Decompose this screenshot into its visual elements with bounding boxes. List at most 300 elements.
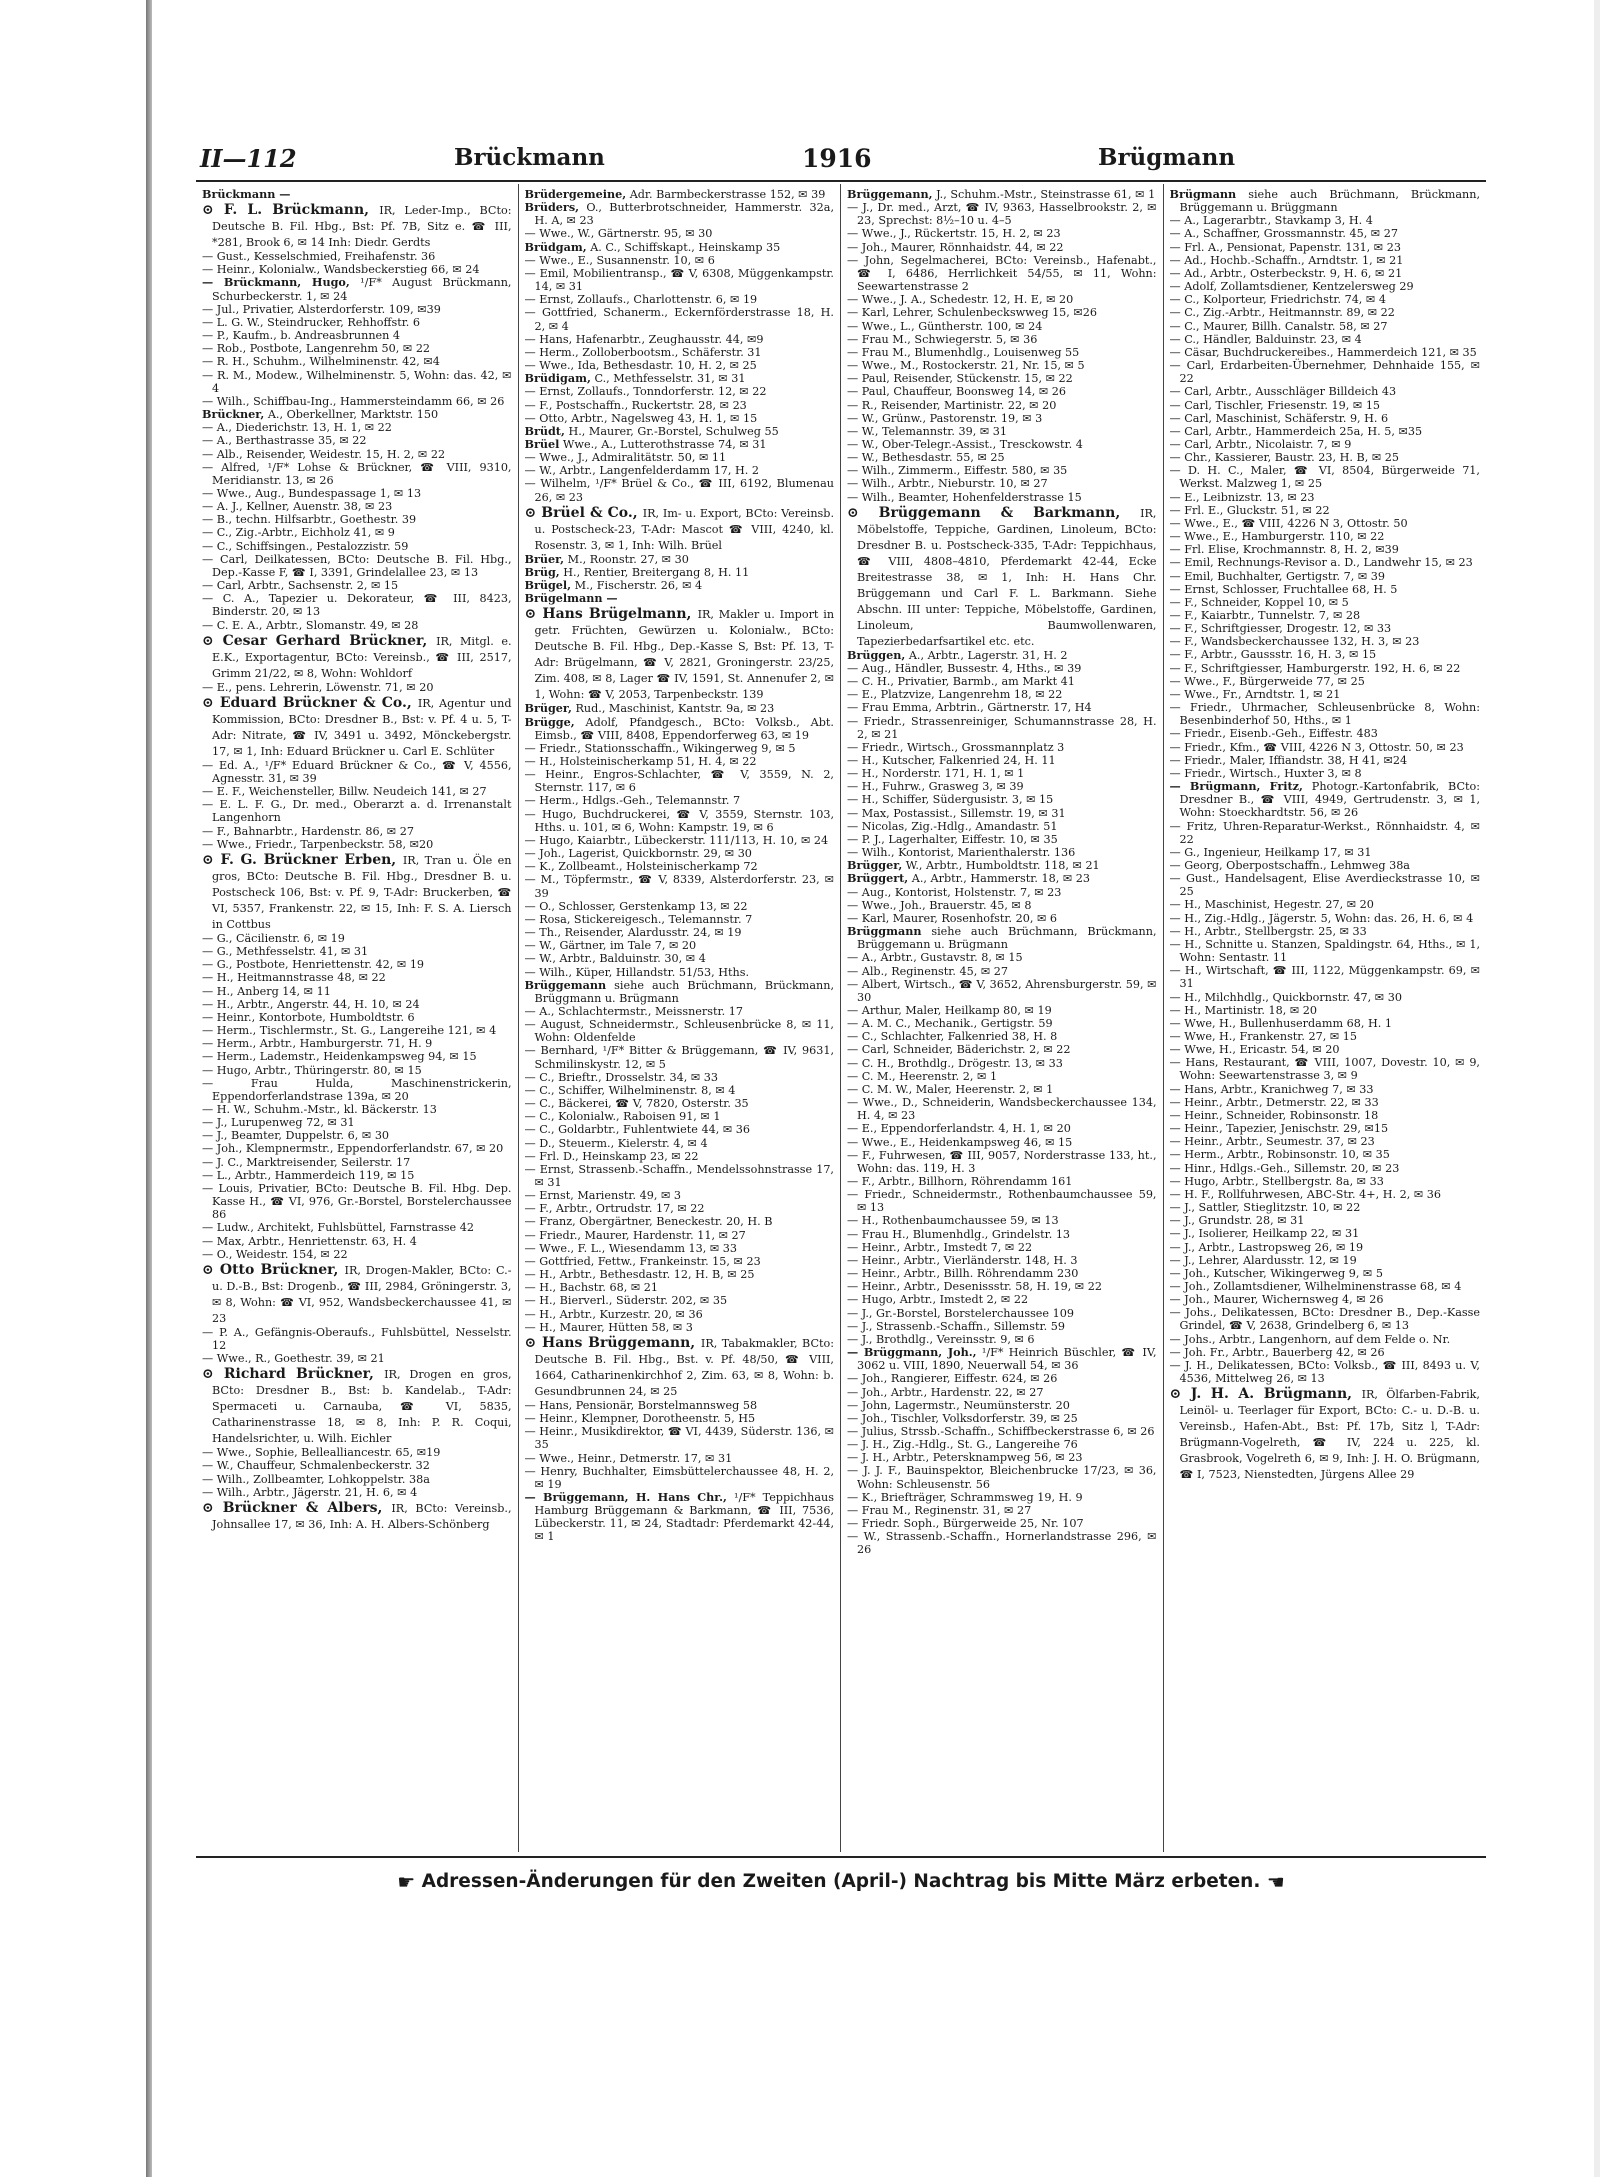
directory-entry xyxy=(202,421,512,434)
directory-entry xyxy=(202,369,512,395)
entry-details: — H., Arbtr., Bethesdastr. 12, H. B, ✉ 25 xyxy=(524,1268,755,1282)
entry-details: — H., Heitmannstrasse 48, ✉ 22 xyxy=(202,971,386,985)
entry-details: — C. A., Tapezier u. Dekorateur, ☎ III, 8423, Binderstr. 20, ✉ 13 xyxy=(202,592,512,619)
entry-details: — Wwe., J. A., Schedestr. 12, H. E, ✉ 20 xyxy=(847,293,1074,307)
directory-entry xyxy=(1170,1056,1481,1082)
directory-entry xyxy=(1170,1083,1481,1096)
directory-entry xyxy=(1170,609,1481,622)
entry-details: — Wwe., Friedr., Tarpenbeckstr. 58, ✉20 xyxy=(202,837,434,851)
entry-details: — Herm., Hdlgs.-Geh., Telemannstr. 7 xyxy=(524,794,741,808)
scan-binding-edge xyxy=(146,0,152,2177)
entry-name: ⊙ Cesar Gerhard Brückner, xyxy=(202,632,428,649)
entry-details: O., Butterbrotschneider, Hammerstr. 32a, H. A, ✉ 23 xyxy=(534,201,834,228)
entry-details: — W., Bethesdastr. 55, ✉ 25 xyxy=(847,451,1005,465)
entry-name: ⊙ Otto Brückner, xyxy=(202,1261,339,1278)
entry-details: — Wwe, H., Ericastr. 54, ✉ 20 xyxy=(1169,1043,1340,1057)
entry-details: — August, Schneidermstr., Schleusenbrücke 8, ✉ 11, Wohn: Oldenfelde xyxy=(524,1018,834,1045)
directory-entry xyxy=(847,886,1157,899)
directory-entry xyxy=(202,1221,512,1234)
directory-entry xyxy=(525,1335,835,1399)
entry-details: — C. H., Brothdlg., Drögestr. 13, ✉ 33 xyxy=(847,1056,1063,1070)
entry-details: Adr. Barmbeckerstrasse 152, ✉ 39 xyxy=(629,188,826,201)
directory-entry xyxy=(1170,464,1481,490)
directory-entry xyxy=(525,1163,835,1189)
page-number: II—112 xyxy=(200,144,297,173)
entry-name: Brüggmann xyxy=(847,924,922,939)
directory-entry xyxy=(847,425,1157,438)
entry-details: — P. J., Lagerhalter, Eiffestr. 10, ✉ 35 xyxy=(847,832,1058,846)
directory-entry xyxy=(202,1459,512,1472)
directory-entry xyxy=(847,1241,1157,1254)
entry-details: — D., Steuerm., Kielerstr. 4, ✉ 4 xyxy=(524,1136,708,1150)
directory-entry xyxy=(202,998,512,1011)
entry-details: — H., Milchhdlg., Quickbornstr. 47, ✉ 30 xyxy=(1169,990,1402,1004)
entry-details: — Nicolas, Zig.-Hdlg., Amandastr. 51 xyxy=(847,819,1058,833)
entry-details: — Wwe., E., Susannenstr. 10, ✉ 6 xyxy=(524,253,715,267)
entry-details: — Heinr., Kontorbote, Humboldtstr. 6 xyxy=(202,1010,415,1024)
entry-details: — H., Fuhrw., Grasweg 3, ✉ 39 xyxy=(847,780,1024,794)
directory-entry xyxy=(202,1182,512,1221)
entry-details: — H. W., Schuhm.-Mstr., kl. Bäckerstr. 13 xyxy=(202,1102,437,1116)
directory-entry xyxy=(202,1473,512,1486)
directory-entry xyxy=(1170,214,1481,227)
entry-details: — Wwe., E., Heidenkampsweg 46, ✉ 15 xyxy=(847,1135,1073,1149)
entry-details: — W., Grünw., Pastorenstr. 19, ✉ 3 xyxy=(847,411,1043,425)
entry-details: — Hans, Arbtr., Kranichweg 7, ✉ 33 xyxy=(1169,1082,1374,1096)
entry-details: — Ad., Hochb.-Schaffn., Arndtstr. 1, ✉ 21 xyxy=(1169,253,1404,267)
directory-entry xyxy=(847,477,1157,490)
entry-details: — Rob., Postbote, Langenrehm 50, ✉ 22 xyxy=(202,342,431,356)
directory-entry xyxy=(1170,1306,1481,1332)
entry-details: — E., Platzvize, Langenrehm 18, ✉ 22 xyxy=(847,688,1063,702)
entry-details: — F., Arbtr., Ortrudstr. 17, ✉ 22 xyxy=(524,1202,705,1216)
directory-entry xyxy=(1170,780,1481,819)
entry-details: — C., Schiffer, Wilhelminenstr. 8, ✉ 4 xyxy=(524,1083,736,1097)
directory-entry xyxy=(1170,662,1481,675)
directory-entry xyxy=(847,1057,1157,1070)
directory-entry xyxy=(525,553,835,566)
entry-details: — Alfred, ¹/F* Lohse & Brückner, ☎ VIII, 9310, Meridianstr. 13, ✉ 26 xyxy=(202,460,512,487)
directory-entry xyxy=(847,1412,1157,1425)
directory-entry xyxy=(1170,688,1481,701)
entry-details: — Frl. A., Pensionat, Papenstr. 131, ✉ 23 xyxy=(1169,240,1401,254)
directory-entry xyxy=(1170,320,1481,333)
entry-details: — Alb., Reginenstr. 45, ✉ 27 xyxy=(847,964,1009,978)
entry-details: — E., Eppendorferlandstr. 4, H. 1, ✉ 20 xyxy=(847,1122,1071,1136)
entry-details: — H., Anberg 14, ✉ 11 xyxy=(202,984,331,998)
entry-details: — C., Kolporteur, Friedrichstr. 74, ✉ 4 xyxy=(1169,293,1386,307)
directory-entry xyxy=(525,1018,835,1044)
entry-details: ¹/F* Heinrich Büschler, ☎ IV, 3062 u. VIII, 1890, Neuerwall 54, ✉ 36 xyxy=(857,1346,1157,1373)
entry-details: — J. J. F., Bauinspektor, Bleichenbrucke 17/23, ✉ 36, Wohn: Schleusenstr. 56 xyxy=(847,1464,1157,1491)
entry-details: — J., Beamter, Duppelstr. 6, ✉ 30 xyxy=(202,1129,390,1143)
entry-details: — Hugo, Kaiarbtr., Lübeckerstr. 111/113, H. 10, ✉ 24 xyxy=(524,833,829,847)
entry-details: — E., Leibnizstr. 13, ✉ 23 xyxy=(1169,490,1315,504)
entry-details: — F., Fuhrwesen, ☎ III, 9057, Norderstrasse 133, ht., Wohn: das. 119, H. 3 xyxy=(847,1148,1157,1175)
entry-details: IR, Leder-Imp., BCto: Deutsche B. Fil. Hbg., Bst: Pf. 7B, Sitz e. ☎ III, *281, Brook 6, ✉ 14 Inh: Diedr. Gerdts xyxy=(212,204,512,250)
entry-name: ⊙ Hans Brüggemann, xyxy=(524,1334,696,1351)
directory-entry xyxy=(525,1084,835,1097)
directory-entry xyxy=(1170,991,1481,1004)
directory-entry xyxy=(525,1308,835,1321)
directory-entry xyxy=(847,872,1157,885)
directory-entry xyxy=(525,254,835,267)
entry-details: siehe auch Brüchmann, Brückmann, Brüggemann u. Brügmann xyxy=(857,925,1157,952)
directory-entry xyxy=(525,1005,835,1018)
directory-entry xyxy=(1170,583,1481,596)
entry-details: — Emil, Rechnungs-Revisor a. D., Landwehr 15, ✉ 23 xyxy=(1169,556,1473,570)
entry-details: — Gust., Kesselschmied, Freihafenstr. 36 xyxy=(202,250,436,264)
entry-details: — Hugo, Arbtr., Imstedt 2, ✉ 22 xyxy=(847,1293,1029,1307)
directory-entry xyxy=(202,1486,512,1499)
entry-details: — C., Zig.-Arbtr., Eichholz 41, ✉ 9 xyxy=(202,526,395,540)
entry-details: — C., Maurer, Billh. Canalstr. 58, ✉ 27 xyxy=(1169,319,1388,333)
directory-entry xyxy=(847,1214,1157,1227)
directory-entry xyxy=(525,900,835,913)
directory-entry xyxy=(1170,451,1481,464)
entry-details: — C., Goldarbtr., Fuhlentwiete 44, ✉ 36 xyxy=(524,1123,750,1137)
entry-details: — Wwe., F. L., Wiesendamm 13, ✉ 33 xyxy=(524,1241,738,1255)
directory-entry xyxy=(847,1491,1157,1504)
directory-entry xyxy=(202,945,512,958)
entry-details: A., Oberkellner, Marktstr. 150 xyxy=(267,408,439,422)
entry-details: — A., Schaffner, Grossmannstr. 45, ✉ 27 xyxy=(1169,227,1398,241)
directory-entry xyxy=(525,1215,835,1228)
directory-entry xyxy=(1170,267,1481,280)
directory-entry xyxy=(847,1070,1157,1083)
directory-entry xyxy=(202,633,512,681)
entry-details: — Gottfried, Schanerm., Eckernförderstrasse 18, H. 2, ✉ 4 xyxy=(524,306,834,333)
directory-entry xyxy=(1170,359,1481,385)
entry-details: IR, BCto: Vereinsb., Johnsallee 17, ✉ 36, Inh: A. H. Albers-Schönberg xyxy=(212,1501,512,1531)
directory-entry xyxy=(202,1500,512,1532)
entry-details: — Ernst, Zollaufs., Charlottenstr. 6, ✉ 19 xyxy=(524,293,758,307)
directory-entry xyxy=(847,1399,1157,1412)
entry-details: — Wwe., Heinr., Detmerstr. 17, ✉ 31 xyxy=(524,1451,733,1465)
entry-name: ⊙ Hans Brügelmann, xyxy=(524,606,692,623)
directory-entry xyxy=(525,1229,835,1242)
directory-entry xyxy=(847,372,1157,385)
entry-details: — Ernst, Schlosser, Fruchtallee 68, H. 5 xyxy=(1169,582,1398,596)
entry-details: — C., Zig.-Arbtr., Heitmannstr. 89, ✉ 22 xyxy=(1169,306,1395,320)
directory-entry xyxy=(202,188,512,201)
entry-details: — H., Bachstr. 68, ✉ 21 xyxy=(524,1281,659,1295)
entry-details: — F., Arbtr., Billhorn, Röhrendamm 161 xyxy=(847,1175,1073,1188)
directory-entry xyxy=(1170,1135,1481,1148)
directory-entry xyxy=(525,1425,835,1451)
directory-entry xyxy=(847,715,1157,741)
scan-right-edge xyxy=(1594,0,1600,2177)
entry-details: — Hans, Pensionär, Borstelmannsweg 58 xyxy=(524,1398,758,1412)
directory-entry xyxy=(202,1248,512,1261)
entry-details: Photogr.-Kartonfabrik, BCto: Dresdner B., ☎ VIII, 4949, Gertrudenstr. 3, ✉ 1, Wohn: Stoeckhardtstr. 56, ✉ 26 xyxy=(1179,780,1480,820)
entry-details: — Herm., Tischlermstr., St. G., Langereihe 121, ✉ 4 xyxy=(202,1024,497,1038)
entry-name: Brüdgam, xyxy=(524,239,587,254)
directory-entry xyxy=(847,438,1157,451)
entry-name: Brügger, xyxy=(847,858,903,873)
directory-entry xyxy=(1170,1096,1481,1109)
entry-details: IR, Drogen en gros, BCto: Dresdner B., Bst: b. Kandelab., T-Adr: Spermaceti u. Carnauba, ☎ VI, 5835, Catharinenstrasse 18, ✉ 8, Inh: P. R. Coqui, Handelsrichter, u. Wilh. Eichler xyxy=(212,1368,512,1446)
directory-entry xyxy=(1170,1386,1481,1482)
entry-details: — E., pens. Lehrerin, Löwenstr. 71, ✉ 20 xyxy=(202,680,434,694)
directory-entry xyxy=(525,808,835,834)
directory-entry xyxy=(202,681,512,694)
entry-details: — Wwe., F., Bürgerweide 77, ✉ 25 xyxy=(1169,674,1365,688)
entry-details: IR, Agentur und Kommission, BCto: Dresdner B., Bst: v. Pf. 4 u. 5, T-Adr: Nitrate, ☎ IV, 3491 u. 3492, Mönckebergstr. 17, ✉ 1, Inh: Eduard Brückner u. Carl E. Schlüter xyxy=(212,696,512,758)
entry-details: — Wilh., Küper, Hillandstr. 51/53, Hths. xyxy=(524,965,750,979)
directory-entry xyxy=(847,1254,1157,1267)
directory-entry xyxy=(525,464,835,477)
directory-entry xyxy=(847,1346,1157,1372)
directory-entry xyxy=(525,241,835,254)
entry-details: — H., Norderstr. 171, H. 1, ✉ 1 xyxy=(847,767,1025,781)
entry-details: — J. H., Delikatessen, BCto: Volksb., ☎ III, 8493 u. V, 4536, Mittelweg 26, ✉ 13 xyxy=(1169,1358,1480,1386)
directory-entry xyxy=(1170,504,1481,517)
entry-details: — C. E. A., Arbtr., Slomanstr. 49, ✉ 28 xyxy=(202,618,419,632)
entry-details: — K., Zollbeamt., Holsteinischerkamp 72 xyxy=(524,860,758,874)
entry-details: — Carl, Arbtr., Hammerdeich 25a, H. 5, ✉35 xyxy=(1169,424,1423,438)
directory-entry xyxy=(1170,1148,1481,1161)
entry-details: — Paul, Chauffeur, Boonsweg 14, ✉ 26 xyxy=(847,385,1067,399)
entry-details: — John, Segelmacherei, BCto: Vereinsb., Hafenabt., ☎ I, 6486, Herrlichkeit 54/55, ✉ 11, Wohn: Seewartenstrasse 2 xyxy=(847,253,1157,294)
entry-details: — Heinr., Schneider, Robinsonstr. 18 xyxy=(1169,1108,1379,1122)
entry-details: — G., Ingenieur, Heilkamp 17, ✉ 31 xyxy=(1169,845,1372,859)
entry-details: — O., Weidestr. 154, ✉ 22 xyxy=(202,1247,348,1261)
directory-entry xyxy=(1170,1122,1481,1135)
entry-name: Brückner, xyxy=(202,407,265,422)
entry-details: — H., Schiffer, Südergusistr. 3, ✉ 15 xyxy=(847,793,1054,807)
directory-entry xyxy=(525,1189,835,1202)
entry-name: — Brügmann, Fritz, xyxy=(1169,779,1303,794)
directory-entry xyxy=(525,592,835,605)
directory-entry xyxy=(525,1452,835,1465)
directory-entry xyxy=(202,487,512,500)
directory-entry xyxy=(847,1451,1157,1464)
entry-details: — Friedr., Stationsschaffn., Wikingerweg 9, ✉ 5 xyxy=(524,741,796,755)
entry-details: — Wwe., M., Rostockerstr. 21, Nr. 15, ✉ 5 xyxy=(847,359,1085,373)
directory-entry xyxy=(1170,938,1481,964)
entry-details: — M., Töpfermstr., ☎ V, 8339, Alsterdorferstr. 23, ✉ 39 xyxy=(524,873,834,900)
directory-entry xyxy=(847,1228,1157,1241)
entry-details: — Wwe., R., Goethestr. 39, ✉ 21 xyxy=(202,1352,385,1366)
directory-entry xyxy=(525,952,835,965)
entry-details: — Ernst, Strassenb.-Schaffn., Mendelssohnstrasse 17, ✉ 31 xyxy=(524,1162,834,1189)
directory-entry xyxy=(847,1504,1157,1517)
entry-details: — F., Schriftgiesser, Drogestr. 12, ✉ 33 xyxy=(1169,622,1392,636)
entry-details: — Frau M., Reginenstr. 31, ✉ 27 xyxy=(847,1503,1032,1517)
directory-entry xyxy=(847,1122,1157,1135)
entry-details: IR, Tabakmakler, BCto: Deutsche B. Fil. Hbg., Bst. v. Pf. 48/50, ☎ VIII, 1664, Catharinenkirchhof 2, Zim. 63, ✉ 8, Wohn: b. Gesundbrunnen 24, ✉ 25 xyxy=(534,1336,835,1398)
directory-entry xyxy=(202,1352,512,1365)
entry-details: M., Roonstr. 27, ✉ 30 xyxy=(567,552,689,566)
entry-details: — Wwe., Ida, Bethesdastr. 10, H. 2, ✉ 25 xyxy=(524,359,757,373)
entry-details: — Heinr., Tapezier, Jenischstr. 29, ✉15 xyxy=(1169,1122,1389,1136)
directory-entry xyxy=(1170,1043,1481,1056)
entry-details: — W., Arbtr., Balduinstr. 30, ✉ 4 xyxy=(524,952,706,966)
directory-entry xyxy=(525,1399,835,1412)
entry-details: — R. M., Modew., Wilhelminenstr. 5, Wohn: das. 42, ✉ 4 xyxy=(202,368,512,395)
entry-details: — C., Brieftr., Drosselstr. 34, ✉ 33 xyxy=(524,1070,718,1084)
directory-entry xyxy=(1170,1293,1481,1306)
entry-details: — F., Postschaffn., Ruckertstr. 28, ✉ 23 xyxy=(524,398,747,412)
entry-details: — W., Arbtr., Langenfelderdamm 17, H. 2 xyxy=(524,464,760,478)
entry-name: Brügelmann — xyxy=(524,591,618,606)
directory-entry xyxy=(847,254,1157,293)
directory-entry xyxy=(847,1004,1157,1017)
entry-details: — Carl, Tischler, Friesenstr. 19, ✉ 15 xyxy=(1169,398,1381,412)
entry-details: — G., Postbote, Henriettenstr. 42, ✉ 19 xyxy=(202,958,425,972)
directory-entry xyxy=(525,847,835,860)
directory-entry xyxy=(202,1156,512,1169)
entry-name: Brüer, xyxy=(524,551,565,566)
directory-entry xyxy=(847,754,1157,767)
entry-details: — Hugo, Arbtr., Stellbergstr. 8a, ✉ 33 xyxy=(1169,1174,1384,1188)
entry-details: — C., Schlachter, Falkenried 38, H. 8 xyxy=(847,1030,1058,1044)
directory-entry xyxy=(847,293,1157,306)
entry-details: — R. H., Schuhm., Wilhelminenstr. 42, ✉4 xyxy=(202,355,440,369)
entry-details: — Hans, Restaurant, ☎ VIII, 1007, Dovestr. 10, ✉ 9, Wohn: Seewartenstrasse 3, ✉ 9 xyxy=(1169,1056,1480,1083)
directory-entry xyxy=(1170,425,1481,438)
directory-entry xyxy=(202,985,512,998)
entry-details: — H., Maurer, Hütten 58, ✉ 3 xyxy=(524,1320,693,1334)
directory-entry xyxy=(847,662,1157,675)
entry-details: IR, Drogen-Makler, BCto: C.- u. D.-B., Bst: Drogenb., ☎ III, 2984, Gröningerstr. 3, ✉ 8, Wohn: ☎ VI, 952, Wandsbeckerchaussee 41, ✉ 23 xyxy=(212,1263,512,1325)
entry-details: IR, Möbelstoffe, Teppiche, Gardinen, Linoleum, BCto: Dresdner B. u. Postscheck-335, T-Adr: Teppichhaus, ☎ VIII, 4808–4810, Pferdemarkt 42-44, Ecke Breitestrasse 38, ✉ 1, Inh: H. Hans Chr. Brüggemann und Carl F. L. Barkmann. Siehe Abschn. III unter: Teppiche, Möbelstoffe, Gardinen, Linoleum, Baumwollenwaren, Tapezierbedarfsartikel etc. etc. xyxy=(857,506,1157,648)
entry-details: — A., Arbtr., Gustavstr. 8, ✉ 15 xyxy=(847,951,1023,965)
entry-details: — F., Bahnarbtr., Hardenstr. 86, ✉ 27 xyxy=(202,824,414,838)
directory-entry xyxy=(525,451,835,464)
running-head-right: Brügmann xyxy=(1098,144,1236,171)
directory-entry xyxy=(847,1425,1157,1438)
directory-entry xyxy=(847,1149,1157,1175)
entry-details: — Karl, Lehrer, Schulenbeckswweg 15, ✉26 xyxy=(847,306,1098,320)
entry-details: — Wilh., Schiffbau-Ing., Hammersteindamm 66, ✉ 26 xyxy=(202,394,505,408)
entry-details: IR, Makler u. Import in getr. Früchten, Gewürzen u. Kolonialw., BCto: Deutsche B. Fil. Hbg., Dep.-Kasse S, Bst: Pf. 13, T-Adr: Brügelmann, ☎ V, 2821, Groningerstr. 23/25, Zim. 408, ✉ 8, Lager ☎ IV, 1591, St. Annenufer 2, ✉ 1, Wohn: ☎ V, 2053, Tarpenbeckstr. 139 xyxy=(534,608,835,702)
entry-details: — F., Wandsbeckerchaussee 132, H. 3, ✉ 23 xyxy=(1169,635,1420,649)
directory-entry xyxy=(847,951,1157,964)
directory-entry xyxy=(202,825,512,838)
directory-entry xyxy=(525,438,835,451)
directory-entry xyxy=(847,688,1157,701)
footer-notice xyxy=(196,1870,1486,1894)
directory-entry xyxy=(1170,517,1481,530)
directory-entry xyxy=(202,202,512,250)
directory-entry xyxy=(525,346,835,359)
directory-entry xyxy=(1170,872,1481,898)
directory-entry xyxy=(1170,846,1481,859)
directory-entry xyxy=(202,592,512,618)
entry-details: — J. H., Zig.-Hdlg., St. G., Langereihe 76 xyxy=(847,1438,1078,1452)
directory-entry xyxy=(847,241,1157,254)
directory-entry xyxy=(525,979,835,1005)
entry-details: — J., Brothdlg., Vereinsstr. 9, ✉ 6 xyxy=(847,1332,1035,1346)
entry-name: Brüg, xyxy=(524,564,560,579)
entry-details: — Joh., Maurer, Rönnhaidstr. 44, ✉ 22 xyxy=(847,240,1064,254)
entry-details: — Julius, Strssb.-Schaffn., Schiffbeckerstrasse 6, ✉ 26 xyxy=(847,1424,1155,1438)
entry-details: — W., Gärtner, im Tale 7, ✉ 20 xyxy=(524,939,697,953)
entry-details: — Heinr., Musikdirektor, ☎ VI, 4439, Süderstr. 136, ✉ 35 xyxy=(524,1425,834,1452)
directory-entry xyxy=(202,316,512,329)
entry-details: — Wwe., J., Rückertstr. 15, H. 2, ✉ 23 xyxy=(847,227,1061,241)
directory-entry xyxy=(847,649,1157,662)
directory-entry xyxy=(1170,1346,1481,1359)
directory-entry xyxy=(1170,912,1481,925)
directory-entry xyxy=(202,1103,512,1116)
directory-entry xyxy=(1170,556,1481,569)
directory-entry xyxy=(525,385,835,398)
entry-details: siehe auch Brüchmann, Brückmann, Brüggemann u. Brüggmann xyxy=(1179,188,1480,215)
entry-details: — Joh., Arbtr., Hardenstr. 22, ✉ 27 xyxy=(847,1385,1044,1399)
entry-details: — Emil, Mobilientransp., ☎ V, 6308, Müggenkampstr. 14, ✉ 31 xyxy=(524,266,834,294)
entry-details: — Aug., Kontorist, Holstenstr. 7, ✉ 23 xyxy=(847,885,1062,899)
directory-entry xyxy=(847,820,1157,833)
entry-details: — Ernst, Marienstr. 49, ✉ 3 xyxy=(524,1189,682,1203)
column-1 xyxy=(196,184,519,1852)
directory-entry xyxy=(847,793,1157,806)
directory-entry xyxy=(202,1050,512,1063)
entry-details: — J., Dr. med., Arzt, ☎ IV, 9363, Hasselbrookstr. 2, ✉ 23, Sprechst: 8½–10 u. 4–5 xyxy=(847,201,1157,228)
entry-details: — Th., Reisender, Alardusstr. 24, ✉ 19 xyxy=(524,926,742,940)
entry-details: — D. H. C., Maler, ☎ VI, 8504, Bürgerweide 71, Werkst. Malzweg 1, ✉ 25 xyxy=(1169,464,1480,491)
directory-entry xyxy=(1170,701,1481,727)
entry-details: — Rosa, Stickereigesch., Telemannstr. 7 xyxy=(524,912,753,926)
directory-entry xyxy=(525,425,835,438)
directory-entry xyxy=(525,794,835,807)
entry-details: — Louis, Privatier, BCto: Deutsche B. Fil. Hbg. Dep. Kasse H., ☎ VI, 976, Gr.-Borstel, Borstelerchaussee 86 xyxy=(202,1181,512,1222)
directory-entry xyxy=(847,978,1157,1004)
entry-details: A., Arbtr., Hammerstr. 18, ✉ 23 xyxy=(911,872,1090,886)
entry-details: — Friedr. Soph., Bürgerweide 25, Nr. 107 xyxy=(847,1517,1084,1531)
entry-details: — Carl, Schneider, Bäderichstr. 2, ✉ 22 xyxy=(847,1043,1071,1057)
directory-entry xyxy=(525,939,835,952)
entry-details: — Max, Postassist., Sillemstr. 19, ✉ 31 xyxy=(847,806,1066,820)
directory-entry xyxy=(1170,741,1481,754)
entry-name: Brüel xyxy=(524,436,560,451)
entry-details: — Jul., Privatier, Alsterdorferstr. 109, ✉39 xyxy=(202,302,441,316)
entry-details: — E. F., Weichensteller, Billw. Neudeich 141, ✉ 27 xyxy=(202,785,487,799)
directory-entry xyxy=(202,785,512,798)
directory-entry xyxy=(525,1281,835,1294)
directory-entry xyxy=(202,1037,512,1050)
directory-entry xyxy=(202,1011,512,1024)
entry-details: — Joh., Kutscher, Wikingerweg 9, ✉ 5 xyxy=(1169,1266,1383,1280)
directory-entry xyxy=(1170,1359,1481,1385)
directory-entry xyxy=(1170,241,1481,254)
entry-details: IR, Tran u. Öle en gros, BCto: Deutsche B. Fil. Hbg., Dresdner B. u. Postscheck 106, Bst: v. Pf. 9, T-Adr: Bruckerben, ☎ VI, 5357, Frankenstr. 22, ✉ 15, Inh: F. S. A. Liersch in Cottbus xyxy=(212,853,512,931)
entry-details: — K., Briefträger, Schrammsweg 19, H. 9 xyxy=(847,1490,1083,1504)
entry-name: ⊙ Brüel & Co., xyxy=(524,504,638,521)
entry-details: — Carl, Arbtr., Nicolaistr. 7, ✉ 9 xyxy=(1169,437,1352,451)
directory-entry xyxy=(847,385,1157,398)
directory-entry xyxy=(1170,925,1481,938)
entry-details: — Heinr., Arbtr., Desenissstr. 58, H. 19, ✉ 22 xyxy=(847,1280,1102,1294)
entry-details: — C. M. W., Maler, Heerenstr. 2, ✉ 1 xyxy=(847,1082,1054,1096)
directory-entry xyxy=(525,873,835,899)
entry-name: ⊙ F. G. Brückner Erben, xyxy=(202,851,397,868)
directory-entry xyxy=(202,250,512,263)
entry-details: — H., Wirtschaft, ☎ III, 1122, Müggenkampstr. 69, ✉ 31 xyxy=(1169,964,1480,991)
entry-details: — Ad., Arbtr., Osterbeckstr. 9, H. 6, ✉ 21 xyxy=(1169,266,1403,280)
entry-details: — H., Arbtr., Kurzestr. 20, ✉ 36 xyxy=(524,1307,703,1321)
directory-entry xyxy=(1170,280,1481,293)
entry-details: — Alb., Reisender, Weidestr. 15, H. 2, ✉ 22 xyxy=(202,447,446,461)
directory-entry xyxy=(1170,412,1481,425)
entry-details: — L., Arbtr., Hammerdeich 119, ✉ 15 xyxy=(202,1168,415,1182)
directory-entry xyxy=(847,767,1157,780)
entry-name: Brüdigam, xyxy=(524,371,591,386)
entry-details: — B., techn. Hilfsarbtr., Goethestr. 39 xyxy=(202,513,417,527)
entry-details: A. C., Schiffskapt., Heinskamp 35 xyxy=(590,240,781,254)
